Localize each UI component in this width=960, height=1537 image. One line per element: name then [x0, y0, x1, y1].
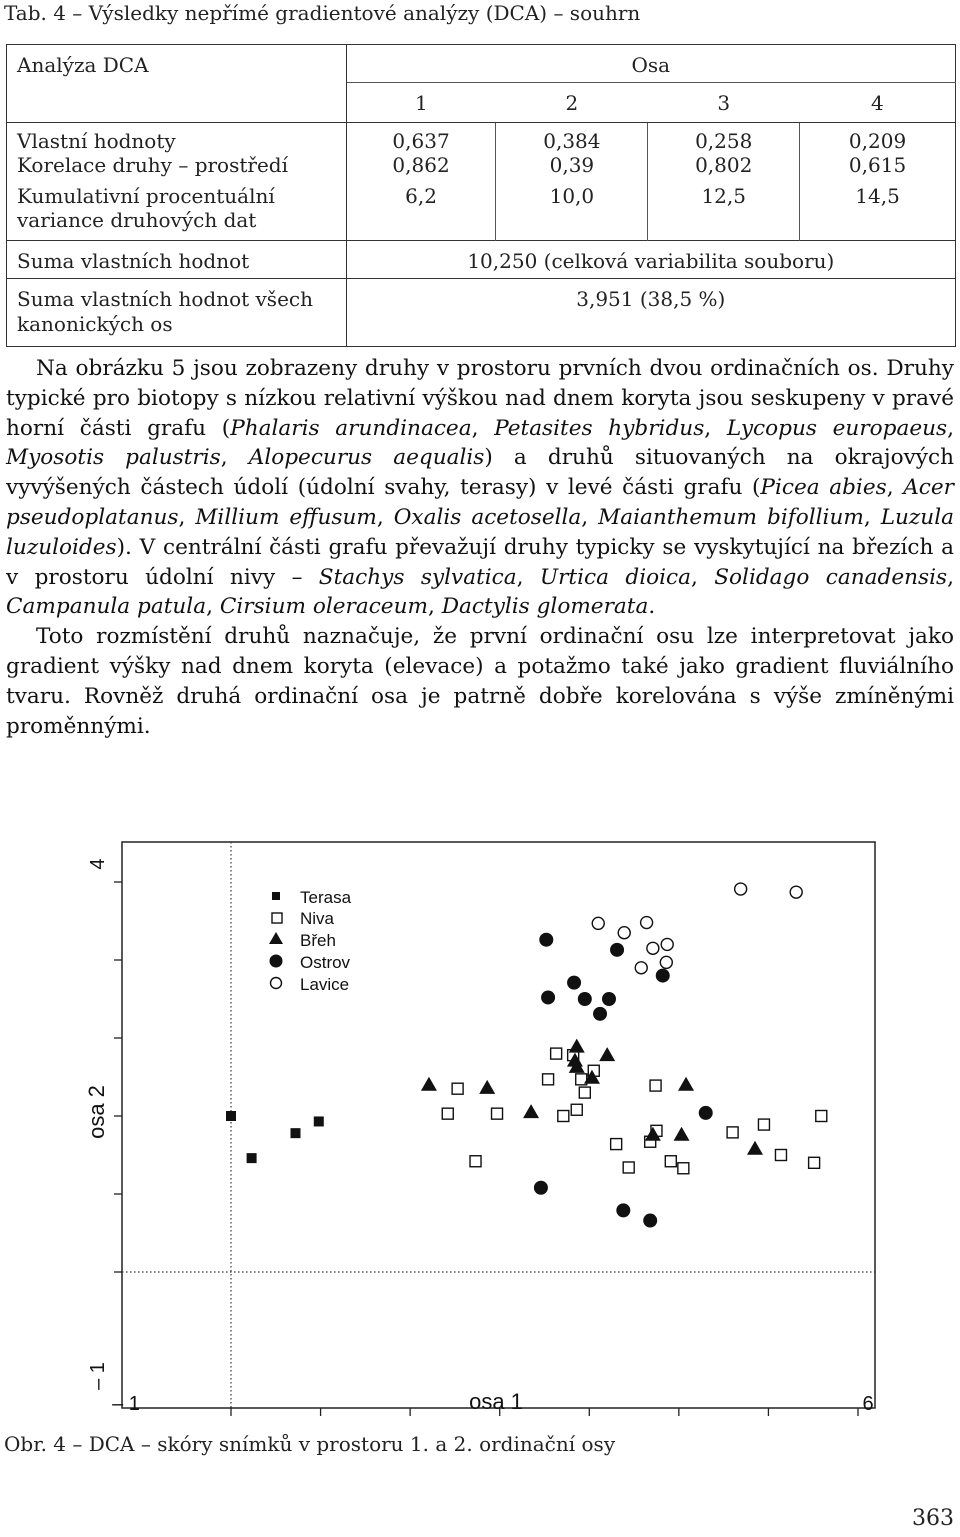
text-run: ,: [704, 415, 727, 441]
text-run: ,: [220, 445, 249, 471]
species-name: Maianthemum bifollium: [598, 504, 864, 530]
x-axis-label: osa 1: [469, 1389, 523, 1414]
point-ostrov: [593, 1007, 607, 1021]
table-caption: Tab. 4 – Výsledky nepřímé gradientové analýzy (DCA) – souhrn: [4, 1, 641, 25]
point-ostrov: [699, 1106, 713, 1120]
point-niva: [551, 1048, 562, 1059]
point-niva: [558, 1111, 569, 1122]
point-niva: [650, 1080, 661, 1091]
point-beh: [747, 1141, 763, 1155]
point-beh: [479, 1080, 495, 1094]
species-name: Cirsium oleraceum: [219, 594, 428, 620]
text-run: ,: [581, 504, 599, 530]
text-run: ,: [516, 564, 540, 590]
dca-scatter-chart: [0, 820, 960, 1430]
row-label-cumulative-variance: Kumulativní procentuální variance druhových dat: [7, 184, 347, 240]
species-name: Millium effusum: [195, 504, 377, 530]
species-name: Acer pseudoplatanus: [6, 475, 954, 530]
axis-header: Osa: [346, 45, 955, 83]
sum-eigenvalues-value: 10,250 (celková variabilita souboru): [346, 240, 955, 278]
text-run: ,: [376, 504, 394, 530]
point-lavice: [661, 938, 673, 950]
point-ostrov: [541, 990, 555, 1004]
table-cell: 0,258: [648, 123, 800, 154]
point-niva: [816, 1111, 827, 1122]
species-name: Alopecurus aequalis: [248, 445, 485, 471]
text-run: ). V centrální části grafu převažují druhy typicky se vyskytující na březích a v prostoru údolní nivy –: [6, 534, 954, 590]
point-lavice: [660, 956, 672, 968]
point-niva: [579, 1087, 590, 1098]
point-beh: [523, 1104, 539, 1118]
point-niva: [623, 1162, 634, 1173]
table-corner-label: Analýza DCA: [7, 45, 347, 123]
point-ostrov: [567, 976, 581, 990]
point-ostrov: [616, 1203, 630, 1217]
table-cell: 0,384: [496, 123, 648, 154]
axis-label-3: 3: [717, 91, 731, 115]
species-name: Dactylis glomerata: [441, 594, 649, 620]
point-niva: [727, 1127, 738, 1138]
table-cell: 0,637: [346, 123, 496, 154]
table-cell: 0,209: [800, 123, 956, 154]
point-beh: [569, 1039, 585, 1053]
point-ostrov: [539, 933, 553, 947]
y-axis-label: osa 2: [84, 1085, 109, 1139]
legend-label-niva: Niva: [300, 909, 335, 928]
point-niva: [665, 1156, 676, 1167]
paragraph-species-description: [6, 354, 954, 622]
text-run: ,: [206, 594, 220, 620]
axis-ticks: [114, 882, 858, 1416]
point-ostrov: [602, 992, 616, 1006]
species-name: Petasites hybridus: [494, 415, 705, 441]
point-niva: [543, 1074, 554, 1085]
legend-marker-terasa: [272, 892, 280, 900]
text-run: ,: [690, 564, 715, 590]
point-niva: [611, 1139, 622, 1150]
point-niva: [442, 1108, 453, 1119]
point-niva: [571, 1104, 582, 1115]
body-text: [6, 354, 954, 741]
point-ostrov: [534, 1181, 548, 1195]
text-run: ,: [947, 564, 954, 590]
table-cell: 0,39: [496, 153, 648, 184]
species-name: Campanula patula: [6, 594, 207, 620]
row-label-eigenvalues: Vlastní hodnoty: [7, 123, 347, 154]
species-name: Luzula luzuloides: [6, 504, 954, 560]
text-run: ,: [427, 594, 442, 620]
text-run: ,: [178, 504, 196, 530]
species-name: Myosotis palustris: [6, 445, 221, 471]
species-name: Solidago canadensis: [714, 564, 948, 590]
species-name: Lycopus europaeus: [726, 415, 948, 441]
point-lavice: [592, 917, 604, 929]
table-cell: 10,0: [496, 184, 648, 240]
point-lavice: [618, 927, 630, 939]
legend-label-ostrov: Ostrov: [300, 953, 351, 972]
text-run: ,: [471, 415, 495, 441]
point-lavice: [635, 962, 647, 974]
x-tick-label-right: 6: [862, 1393, 874, 1415]
row-label-correlation: Korelace druhy – prostředí: [7, 153, 347, 184]
legend: [269, 888, 352, 994]
point-terasa: [314, 1116, 324, 1126]
legend-marker-breh: [269, 932, 283, 944]
page-number: 363: [912, 1506, 954, 1531]
point-niva: [775, 1150, 786, 1161]
point-terasa: [247, 1153, 257, 1163]
point-terasa: [226, 1111, 236, 1121]
row-label-sum-canonical: Suma vlastních hodnot všech kanonických os: [7, 278, 347, 346]
table-cell: 6,2: [405, 184, 437, 208]
text-run: .: [648, 594, 656, 620]
table-cell: 14,5: [800, 184, 956, 240]
point-beh: [421, 1077, 437, 1091]
point-beh: [599, 1047, 615, 1061]
table-cell: 0,862: [392, 153, 450, 177]
point-beh: [678, 1077, 694, 1091]
x-tick-label-left: – 1: [112, 1393, 140, 1415]
table-cell: 12,5: [648, 184, 800, 240]
axis-label-2: 2: [565, 91, 579, 115]
point-lavice: [641, 917, 653, 929]
species-name: Stachys sylvatica: [318, 564, 517, 590]
species-name: Urtica dioica: [539, 564, 691, 590]
axis-label-4: 4: [800, 83, 956, 123]
legend-marker-ostrov: [270, 955, 283, 968]
legend-label-breh: Břeh: [300, 931, 336, 950]
point-niva: [809, 1157, 820, 1168]
point-niva: [758, 1119, 769, 1130]
species-name: Oxalis acetosella: [393, 504, 582, 530]
legend-marker-niva: [272, 913, 282, 923]
point-ostrov: [610, 943, 624, 957]
legend-marker-lavice: [271, 978, 282, 989]
point-niva: [678, 1163, 689, 1174]
point-lavice: [647, 942, 659, 954]
legend-label-lavice: Lavice: [300, 975, 350, 994]
dca-summary-table: [6, 44, 956, 347]
table-cell: 0,615: [800, 153, 956, 184]
table-cell: 0,802: [648, 153, 800, 184]
point-niva: [492, 1108, 503, 1119]
point-beh: [674, 1127, 690, 1141]
point-ostrov: [643, 1214, 657, 1228]
point-ostrov: [656, 969, 670, 983]
paragraph-interpretation: Toto rozmístění druhů naznačuje, že první ordinační osu lze interpretovat jako gradient výšky nad dnem koryta (elevace) a potažmo také jako gradient fluviálního tvaru. Rovněž druhá ordinační osa je patrně dobře korelována s výše zmíněnými proměnnými.: [6, 624, 954, 739]
species-name: Phalaris arundinacea: [230, 415, 472, 441]
sum-canonical-value: 3,951 (38,5 %): [346, 278, 955, 346]
point-niva: [452, 1083, 463, 1094]
row-label-sum-eigenvalues: Suma vlastních hodnot: [7, 240, 347, 278]
point-niva: [470, 1156, 481, 1167]
text-run: Na obrázku 5 jsou zobrazeny druhy v prostoru prvních dvou ordinačních os. Druhy typické pro biotopy s nízkou relativní výškou nad dnem koryta jsou seskupeny v pravé horní části grafu (: [6, 356, 954, 441]
y-tick-label-top: 4: [87, 858, 109, 870]
text-run: ,: [863, 504, 881, 530]
point-lavice: [735, 883, 747, 895]
axis-label-1: 1: [414, 91, 428, 115]
point-ostrov: [578, 992, 592, 1006]
figure-caption: Obr. 4 – DCA – skóry snímků v prostoru 1. a 2. ordinační osy: [4, 1432, 616, 1456]
text-run: ,: [886, 475, 904, 501]
text-run: ) a druhů situovaných na okrajových vyvýšených částech údolí (údolní svahy, terasy) v levé části grafu (: [6, 445, 954, 501]
species-name: Picea abies: [760, 475, 887, 501]
point-terasa: [290, 1128, 300, 1138]
y-tick-label-bottom: – 1: [87, 1362, 109, 1390]
point-lavice: [790, 886, 802, 898]
text-run: ,: [947, 415, 955, 441]
legend-label-terasa: Terasa: [300, 888, 352, 907]
